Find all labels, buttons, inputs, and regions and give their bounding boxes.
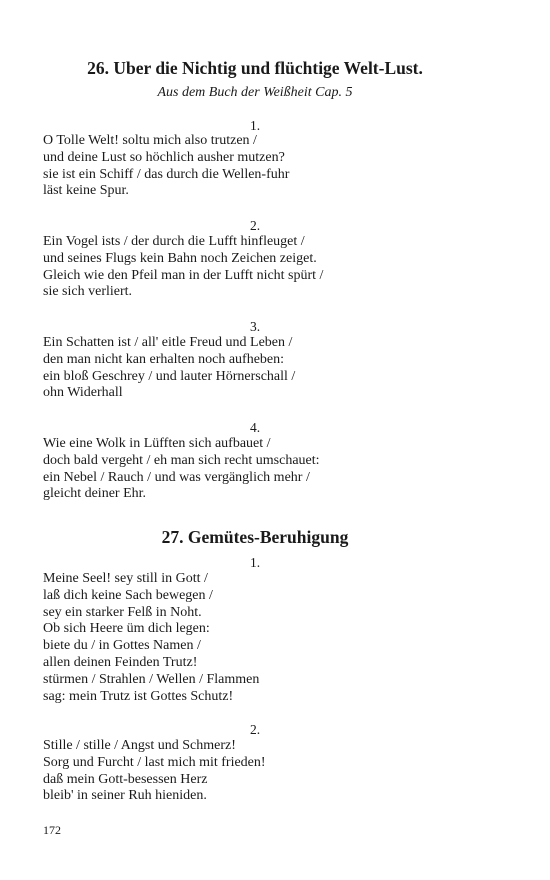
stanza — [43, 335, 483, 402]
stanza — [43, 234, 483, 301]
stanza-number: 3. — [249, 319, 261, 334]
verse-line: Ein Schatten ist / all' eitle Freud und Leben / — [43, 335, 293, 350]
verse-line: gleicht deiner Ehr. — [43, 486, 147, 502]
verse-line: stürmen / Strahlen / Wellen / Flammen — [43, 671, 260, 687]
verse-line: ein bloß Geschrey / und lauter Hörnerschall / — [43, 368, 296, 384]
stanza-number: 4. — [249, 420, 261, 435]
verse-line: O Tolle Welt! soltu mich also trutzen / — [43, 133, 257, 148]
stanza — [43, 436, 483, 503]
poem-26-title: 26. Uber die Nichtig und flüchtige Welt-Lust. — [87, 58, 423, 78]
stanza-number: 1. — [249, 555, 261, 570]
verse-line: ein Nebel / Rauch / und was vergänglich mehr / — [43, 469, 310, 485]
verse-line: sey ein starker Felß in Noht. — [43, 604, 202, 620]
verse-line: sie ist ein Schiff / das durch die Wellen-fuhr — [43, 166, 290, 182]
verse-line: Sorg und Furcht / last mich mit frieden! — [43, 754, 266, 770]
verse-line: läst keine Spur. — [43, 183, 129, 199]
verse-line: allen deinen Feinden Trutz! — [43, 654, 198, 670]
verse-line: sag: mein Trutz ist Gottes Schutz! — [43, 688, 234, 704]
verse-line: Meine Seel! sey still in Gott / — [43, 571, 208, 586]
stanza — [43, 133, 483, 200]
verse-line: biete du / in Gottes Namen / — [43, 638, 201, 654]
verse-line: Ob sich Heere üm dich legen: — [43, 621, 210, 637]
verse-line: Wie eine Wolk in Lüfften sich aufbauet / — [43, 436, 271, 451]
verse-line: doch bald vergeht / eh man sich recht umschauet: — [43, 452, 320, 468]
verse-line: laß dich keine Sach bewegen / — [43, 587, 213, 603]
stanza-number: 2. — [249, 722, 261, 737]
verse-line: Stille / stille / Angst und Schmerz! — [43, 738, 236, 753]
stanza-number: 2. — [249, 218, 261, 233]
verse-line: ohn Widerhall — [43, 385, 123, 401]
verse-line: den man nicht kan erhalten noch aufheben: — [43, 351, 285, 367]
poem-27-title: 27. Gemütes-Beruhigung — [161, 527, 349, 547]
verse-line: und deine Lust so höchlich ausher mutzen? — [43, 149, 285, 165]
stanza-number: 1. — [249, 118, 261, 133]
verse-line: und seines Flugs kein Bahn noch Zeichen zeiget. — [43, 250, 317, 266]
verse-line: bleib' in seiner Ruh hieniden. — [43, 788, 207, 804]
stanza — [43, 738, 483, 805]
verse-line: Ein Vogel ists / der durch die Lufft hinfleuget / — [43, 234, 305, 249]
page-number: 172 — [43, 823, 61, 837]
poem-26-subtitle: Aus dem Buch der Weißheit Cap. 5 — [157, 85, 353, 100]
verse-line: sie sich verliert. — [43, 284, 133, 300]
stanza — [43, 571, 483, 705]
verse-line: daß mein Gott-besessen Herz — [43, 771, 208, 787]
verse-line: Gleich wie den Pfeil man in der Lufft nicht spürt / — [43, 267, 324, 283]
